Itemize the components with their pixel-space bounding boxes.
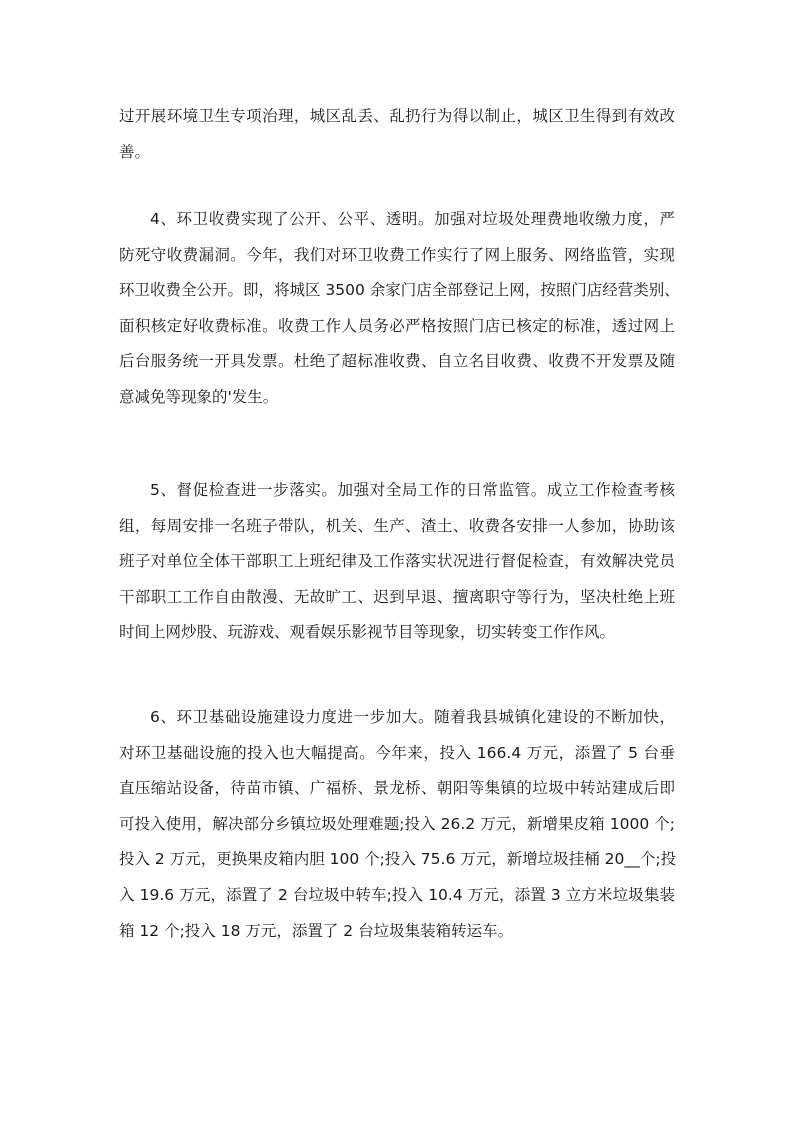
paragraph-item-6 (119, 700, 675, 949)
text-line: 投入 2 万元，更换果皮箱内胆 100 个;投入 75.6 万元，新增垃圾挂桶 20__个;投 (119, 850, 677, 869)
text-line: 干部职工工作自由散漫、无故旷工、迟到早退、擅离职守等行为，坚决杜绝上班 (119, 587, 675, 606)
text-line: 组，每周安排一名班子带队，机关、生产、渣土、收费各安排一人参加，协助该 (119, 516, 675, 535)
text-line: 意减免等现象的'发生。 (119, 387, 279, 406)
paragraph-item-4 (119, 202, 680, 416)
text-line: 入 19.6 万元，添置了 2 台垃圾中转车;投入 10.4 万元，添置 3 立方米垃圾集装 (119, 885, 675, 904)
text-line: 可投入使用，解决部分乡镇垃圾处理难题;投入 26.2 万元，新增果皮箱 1000 个; (119, 814, 675, 833)
text-line: 面积核定好收费标准。收费工作人员务必严格按照门店已核定的标准，透过网上 (119, 316, 675, 335)
text-line: 过开展环境卫生专项治理，城区乱丢、乱扔行为得以制止，城区卫生得到有效改 (119, 107, 675, 125)
text-line: 善。 (119, 142, 151, 161)
text-line: 防死守收费漏洞。今年，我们对环卫收费工作实行了网上服务、网络监管，实现 (119, 245, 675, 264)
text-line: 6、环卫基础设施建设力度进一步加大。随着我县城镇化建设的不断加快， (150, 708, 675, 726)
text-line: 箱 12 个;投入 18 万元，添置了 2 台垃圾集装箱转运车。 (119, 921, 514, 940)
text-line: 后台服务统一开具发票。杜绝了超标准收费、自立名目收费、收费不开发票及随 (119, 352, 675, 371)
text-line: 5、督促检查进一步落实。加强对全局工作的日常监管。成立工作检查考核 (150, 481, 675, 499)
paragraph-item-5 (119, 473, 675, 651)
text-line: 时间上网炒股、玩游戏、观看娱乐影视节目等现象，切实转变工作作风。 (119, 623, 616, 642)
text-line: 4、环卫收费实现了公开、公平、透明。加强对垃圾处理费地收缴力度，严 (150, 210, 675, 228)
text-line: 班子对单位全体干部职工上班纪律及工作落实状况进行督促检查，有效解决党员 (119, 552, 675, 571)
text-line: 对环卫基础设施的投入也大幅提高。今年来，投入 166.4 万元，添置了 5 台垂 (119, 743, 675, 762)
text-line: 环卫收费全公开。即，将城区 3500 余家门店全部登记上网，按照门店经营类别、 (119, 281, 680, 300)
paragraph-continuation (119, 99, 675, 170)
text-line: 直压缩站设备，待苗市镇、广福桥、景龙桥、朝阳等集镇的垃圾中转站建成后即 (119, 779, 675, 798)
